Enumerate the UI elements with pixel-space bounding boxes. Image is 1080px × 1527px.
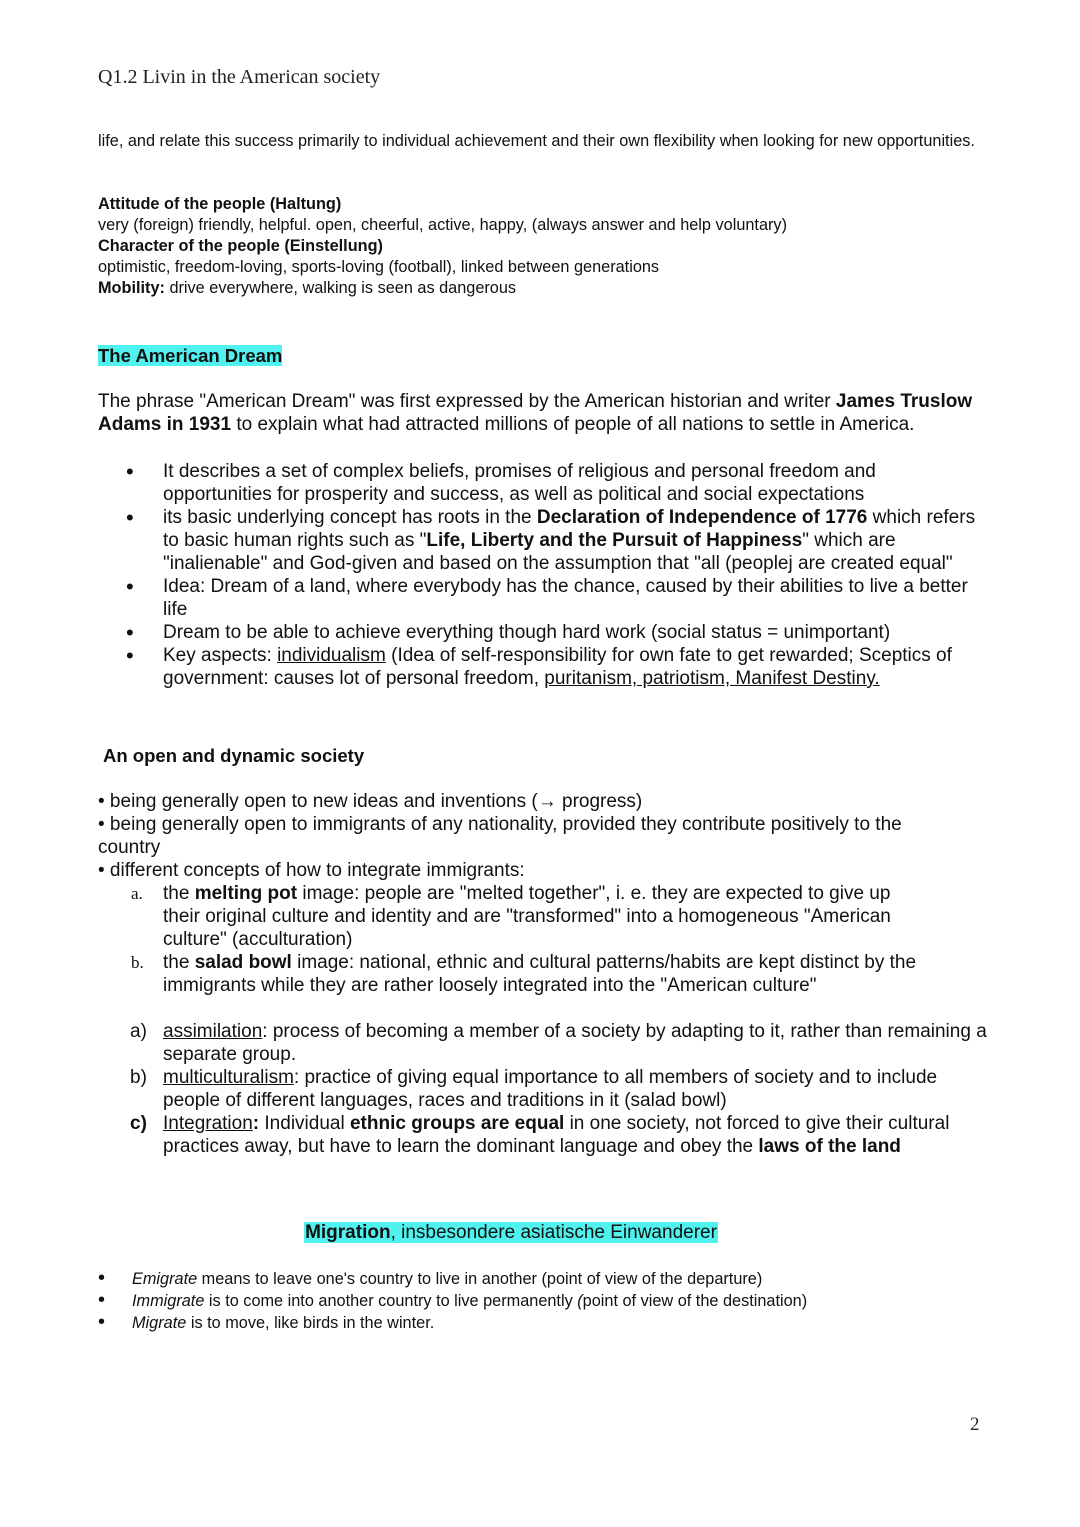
- bullet-marker: •: [126, 505, 134, 530]
- item-text: is to move, like birds in the winter.: [186, 1314, 435, 1332]
- mobility-text: drive everywhere, walking is seen as dangerous: [164, 279, 517, 297]
- dream-heading-wrap: [98, 344, 998, 367]
- list-item: [98, 951, 928, 997]
- list-item: [98, 460, 978, 506]
- list-marker: a): [130, 1021, 147, 1042]
- list-item: • being generally open to new ideas and inventions (→ progress): [98, 791, 643, 812]
- italic-term: Migrate: [132, 1314, 187, 1332]
- list-item: [98, 882, 928, 951]
- bullet-text: " which are "inalienable" and God-given and based on the assumption that "all (peoplej are created equal": [163, 530, 953, 574]
- item-text: : practice of giving equal importance to all members of society and to include people of different languages, races and traditions in it (salad bowl): [163, 1067, 938, 1111]
- item-text: means to leave one's country to live in another (point of view of the departure): [197, 1270, 763, 1288]
- bullet-text: Key aspects:: [163, 645, 278, 666]
- bullet-text: its basic underlying concept has roots in the: [163, 507, 537, 528]
- item-bold: laws of the land: [758, 1136, 901, 1157]
- people-section: [98, 194, 998, 299]
- list-item: [98, 1112, 988, 1158]
- item-text: is to come into another country to live permanently: [204, 1292, 578, 1310]
- item-text: Individual: [259, 1113, 350, 1134]
- dream-heading: The American Dream: [98, 345, 283, 366]
- item-text: point of view of the destination): [582, 1292, 808, 1310]
- item-bold: salad bowl: [194, 952, 292, 973]
- open-society-heading: An open and dynamic society: [103, 745, 365, 766]
- item-bold: melting pot: [194, 883, 298, 904]
- item-text: the: [163, 883, 195, 904]
- list-item: [98, 1020, 988, 1066]
- list-item: [98, 1269, 978, 1290]
- underlined-term: individualism: [277, 645, 386, 666]
- bullet-text: Idea: Dream of a land, where everybody has the chance, caused by their abilities to live a better life: [163, 576, 968, 620]
- underlined-term: assimilation: [163, 1021, 263, 1042]
- underlined-term: puritanism, patriotism, Manifest Destiny.: [544, 668, 880, 689]
- bullet-text: (Idea of self-responsibility for own fate to get rewarded; Sceptics of government: causes lot of personal freedom,: [163, 645, 952, 689]
- character-label: Character of the people (Einstellung): [98, 237, 383, 255]
- bullet-marker: •: [98, 1289, 106, 1311]
- list-marker: b.: [131, 953, 144, 972]
- list-marker: b): [130, 1067, 147, 1088]
- list-marker: c): [130, 1113, 147, 1134]
- dream-intro-text: The phrase "American Dream" was first expressed by the American historian and writer: [98, 391, 836, 412]
- list-item: [98, 621, 978, 644]
- character-text: optimistic, freedom-loving, sports-loving (football), linked between generations: [98, 258, 660, 276]
- integration-terms: [98, 1020, 988, 1158]
- italic-term: Emigrate: [132, 1270, 198, 1288]
- intro-paragraph: life, and relate this success primarily to individual achievement and their own flexibility when looking for new opportunities.: [98, 132, 975, 150]
- bullet-marker: •: [126, 643, 134, 668]
- italic-term: Immigrate: [132, 1292, 205, 1310]
- attitude-text: very (foreign) friendly, helpful. open, cheerful, active, happy, (always answer and help voluntary): [98, 216, 787, 234]
- dream-intro-text-2: to explain what had attracted millions of people of all nations to settle in America.: [231, 414, 915, 435]
- list-item: • being generally open to immigrants of any nationality, provided they contribute positively to the country: [98, 814, 902, 858]
- underlined-term: Integration: [163, 1113, 253, 1134]
- page-header: Q1.2 Livin in the American society: [98, 66, 381, 88]
- mobility-line: [98, 278, 998, 299]
- item-bold: ethnic groups are equal: [349, 1113, 565, 1134]
- bullet-marker: •: [126, 574, 134, 599]
- underlined-term: multiculturalism: [163, 1067, 294, 1088]
- list-item: [98, 575, 978, 621]
- list-item: [98, 1066, 988, 1112]
- bullet-marker: •: [126, 620, 134, 645]
- bullet-bold: Life, Liberty and the Pursuit of Happiness: [426, 530, 803, 551]
- bullet-marker: •: [98, 1267, 106, 1289]
- list-item: [98, 506, 978, 575]
- bullet-text: It describes a set of complex beliefs, promises of religious and personal freedom and opportunities for prosperity and success, as well as political and social expectations: [163, 461, 876, 505]
- item-text: image: people are "melted together", i. e. they are expected to give up their original culture and identity and are "transformed" into a homogeneous "American culture" (acculturation): [163, 883, 891, 950]
- list-item: [98, 1313, 978, 1334]
- bullet-text: Dream to be able to achieve everything though hard work (social status = unimportant): [163, 622, 891, 643]
- migration-heading: [304, 1222, 718, 1243]
- open-society-list: [98, 790, 958, 997]
- dream-intro-bold: James Truslow Adams in 1931: [98, 391, 973, 435]
- migration-list: [98, 1269, 978, 1334]
- item-text: the: [163, 952, 195, 973]
- list-marker: a.: [131, 884, 143, 903]
- list-item: [98, 1291, 978, 1312]
- migration-heading-text: , insbesondere asiatische Einwanderer: [390, 1222, 717, 1243]
- item-text: in one society, not forced to give their cultural practices away, but have to learn the dominant language and obey the: [163, 1113, 950, 1157]
- bullet-marker: •: [98, 1311, 106, 1333]
- dream-intro: [98, 390, 986, 436]
- page-number: 2: [970, 1414, 980, 1435]
- migration-heading-bold: Migration: [305, 1222, 391, 1243]
- list-item: • different concepts of how to integrate immigrants:: [98, 860, 525, 881]
- item-text: image: national, ethnic and cultural patterns/habits are kept distinct by the immigrants while they are rather loosely integrated into the "American culture": [163, 952, 917, 996]
- attitude-label: Attitude of the people (Haltung): [98, 195, 342, 213]
- open-society-heading-wrap: [103, 744, 1003, 767]
- item-bold: :: [252, 1113, 260, 1134]
- bullet-marker: •: [126, 459, 134, 484]
- bullet-text: which refers to basic human rights such as ": [163, 507, 976, 551]
- dream-bullets: [98, 460, 978, 690]
- item-text: : process of becoming a member of a society by adapting to it, rather than remaining a separate group.: [163, 1021, 987, 1065]
- bullet-bold: Declaration of Independence of 1776: [536, 507, 868, 528]
- mobility-label: Mobility:: [98, 279, 165, 297]
- italic-paren: (: [577, 1292, 583, 1310]
- list-item: [98, 644, 978, 690]
- migration-heading-wrap: [0, 1221, 1080, 1244]
